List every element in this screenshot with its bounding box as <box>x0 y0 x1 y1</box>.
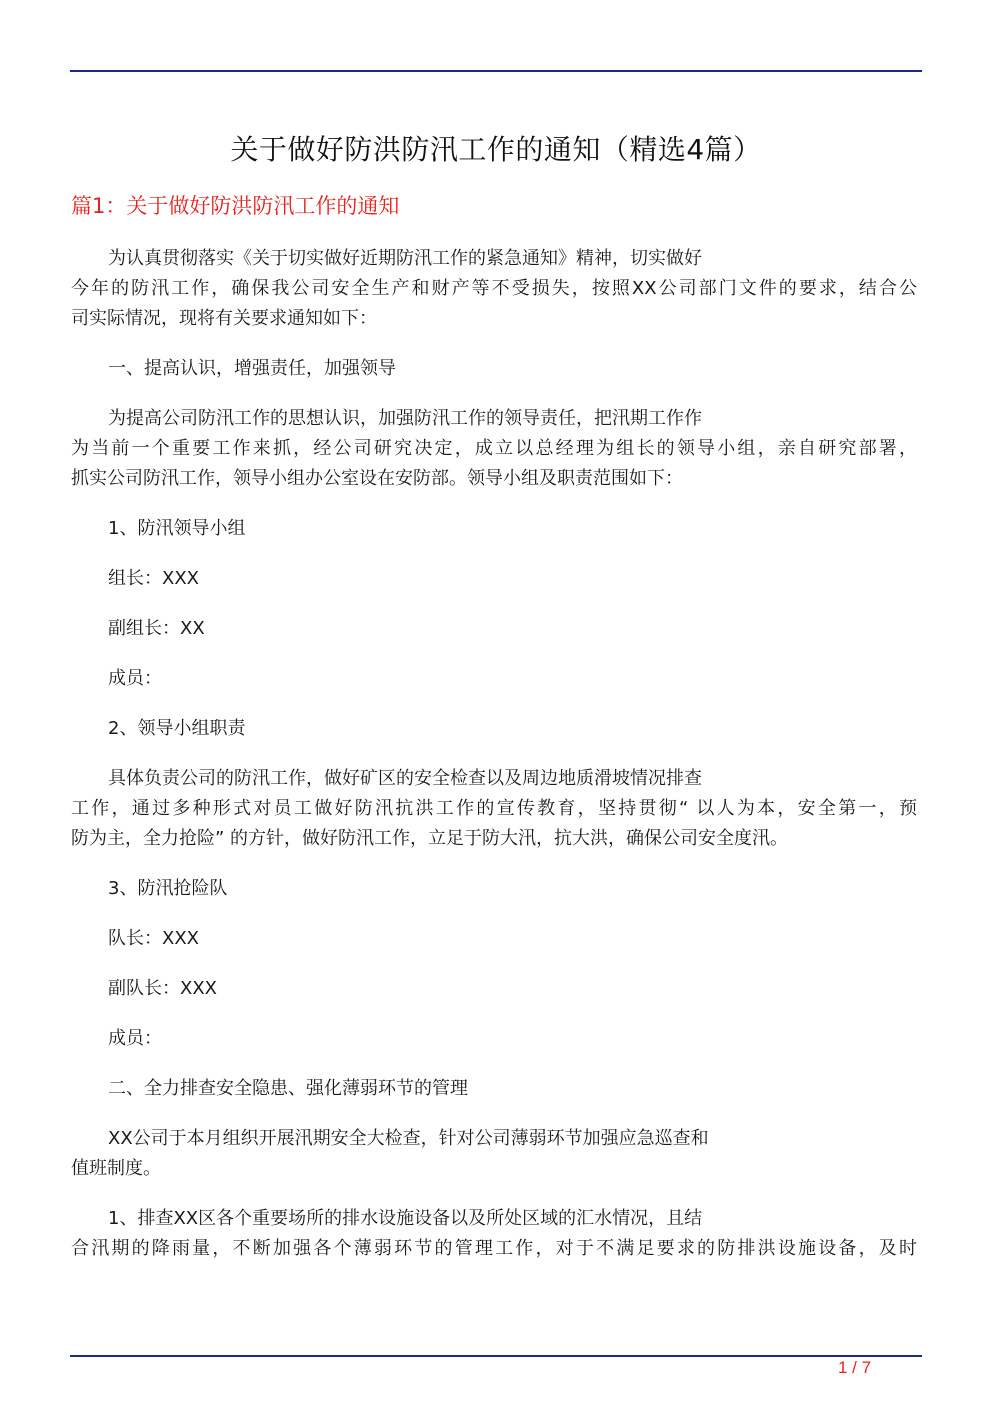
paragraph-line: 为认真贯彻落实《关于切实做好近期防汛工作的紧急通知》精神，切实做好 <box>108 248 702 269</box>
list-item: 组长：XXX <box>108 568 199 589</box>
paragraph-line: 为当前一个重要工作来抓，经公司研究决定，成立以总经理为组长的领导小组，亲自研究部署， <box>71 438 917 459</box>
list-item: 成员： <box>108 1028 162 1049</box>
list-item: 2、领导小组职责 <box>108 718 246 739</box>
list-item: 成员： <box>108 668 162 689</box>
paragraph-line: 防为主，全力抢险” 的方针，做好防汛工作，立足于防大汛，抗大洪，确保公司安全度汛。 <box>71 828 789 849</box>
list-item: 1、防汛领导小组 <box>108 518 246 539</box>
list-item: 副组长：XX <box>108 618 205 639</box>
footer-rule <box>70 1355 922 1357</box>
paragraph-line: 司实际情况，现将有关要求通知如下： <box>71 308 377 329</box>
paragraph-line: 为提高公司防汛工作的思想认识，加强防汛工作的领导责任，把汛期工作作 <box>108 408 702 429</box>
header-rule <box>70 70 922 72</box>
list-item: 3、防汛抢险队 <box>108 878 228 899</box>
section-title: 一、提高认识，增强责任，加强领导 <box>108 358 396 379</box>
paragraph-line: XX公司于本月组织开展汛期安全大检查，针对公司薄弱环节加强应急巡查和 <box>108 1128 709 1149</box>
paragraph-line: 具体负责公司的防汛工作，做好矿区的安全检查以及周边地质滑坡情况排查 <box>108 768 702 789</box>
list-item: 副队长：XXX <box>108 978 217 999</box>
paragraph-line: 1、排查XX区各个重要场所的排水设施设备以及所处区域的汇水情况，且结 <box>108 1208 703 1229</box>
paragraph-line: 合汛期的降雨量，不断加强各个薄弱环节的管理工作，对于不满足要求的防排洪设施设备，及时 <box>71 1238 917 1259</box>
page-number: 1 / 7 <box>838 1358 872 1377</box>
list-item: 队长：XXX <box>108 928 199 949</box>
section-title: 二、全力排查安全隐患、强化薄弱环节的管理 <box>108 1078 468 1099</box>
paragraph-line: 值班制度。 <box>71 1158 161 1179</box>
document-title: 关于做好防洪防汛工作的通知（精选4篇） <box>230 133 762 166</box>
section-heading: 篇1：关于做好防洪防汛工作的通知 <box>71 194 400 218</box>
paragraph-line: 抓实公司防汛工作，领导小组办公室设在安防部。领导小组及职责范围如下： <box>71 468 683 489</box>
paragraph-line: 工作，通过多种形式对员工做好防汛抗洪工作的宣传教育，坚持贯彻“ 以人为本，安全第一，预 <box>71 798 917 819</box>
paragraph-line: 今年的防汛工作，确保我公司安全生产和财产等不受损失，按照XX公司部门文件的要求，结合公 <box>71 278 917 299</box>
